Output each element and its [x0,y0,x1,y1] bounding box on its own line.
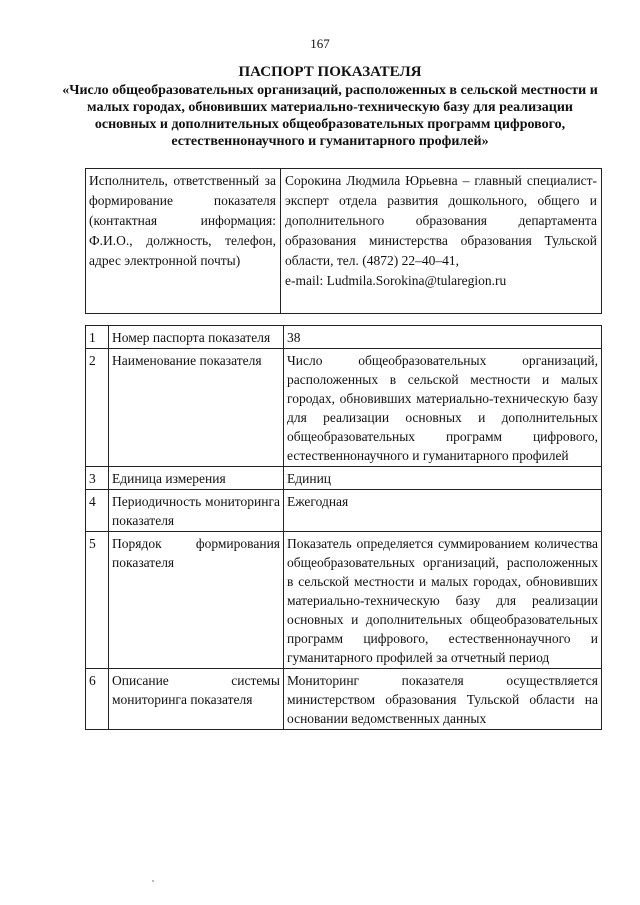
page-number: 167 [310,36,330,51]
row-value: Мониторинг показателя осуществляется министерством образования Тульской области на основании ведомственных данных [284,669,602,730]
row-name: Единица измерения [109,467,284,490]
row-name: Порядок формирования показателя [109,532,284,669]
table-row [86,349,602,467]
row-number: 2 [86,349,109,467]
passport-heading: ПАСПОРТ ПОКАЗАТЕЛЯ [238,64,422,80]
row-name: Наименование показателя [109,349,284,467]
contact-label: Исполнитель, ответственный за формирование показателя (контактная информация: Ф.И.О., должность, телефон, адрес электронной почты) [86,169,281,314]
row-value: 38 [284,326,602,349]
indicator-table [85,325,602,730]
row-value: Показатель определяется суммированием количества общеобразовательных организаций, расположенных в сельской местности и малых городах, обновивших материально-техническую базу для реализации основных и дополнительных общеобразовательных программ цифрового, естественнонаучного и гуманитарного профилей за отчетный период [284,532,602,669]
row-name: Периодичность мониторинга показателя [109,490,284,532]
row-number: 4 [86,490,109,532]
indicator-title: «Число общеобразовательных организаций, расположенных в сельской местности и малых городах, обновивших материально-техническую базу для реализации основных и дополнительных общеобразовательных программ цифрового, естественнонаучного и гуманитарного профилей» [62,83,598,149]
row-number: 1 [86,326,109,349]
table-row [86,326,602,349]
table-row [86,467,602,490]
row-name: Описание системы мониторинга показателя [109,669,284,730]
contact-table [85,168,602,314]
row-number: 6 [86,669,109,730]
contact-value-cell [281,169,602,314]
table-row [86,669,602,730]
row-name: Номер паспорта показателя [109,326,284,349]
table-row [86,490,602,532]
row-number: 3 [86,467,109,490]
scan-speck [152,880,154,882]
contact-value: Сорокина Людмила Юрьевна – главный специалист-эксперт отдела развития дошкольного, общего и дополнительного образования департамента образования министерства образования Тульской области, тел. (4872) 22–40–41, [285,173,597,268]
row-value: Единиц [284,467,602,490]
row-value: Ежегодная [284,490,602,532]
document-title [60,64,600,150]
table-row [86,532,602,669]
row-number: 5 [86,532,109,669]
contact-row [86,169,602,314]
row-value: Число общеобразовательных организаций, расположенных в сельской местности и малых городах, обновивших материально-техническую базу для реализации основных и дополнительных общеобразовательных программ цифрового, естественнонаучного и гуманитарного профилей [284,349,602,467]
contact-email: e-mail: Ludmila.Sorokina@tularegion.ru [285,273,507,288]
